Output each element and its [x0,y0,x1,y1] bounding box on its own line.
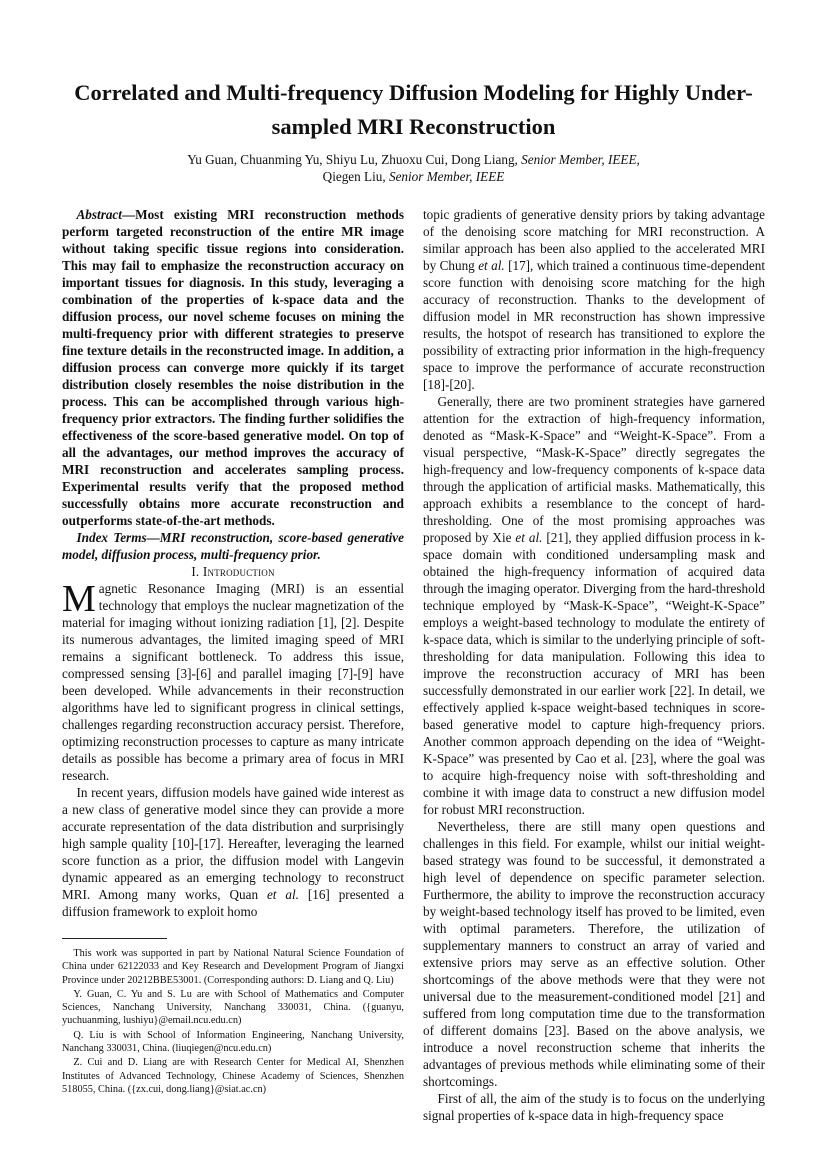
footnotes [62,938,404,1097]
footnote: Z. Cui and D. Liang are with Research Center for Medical AI, Shenzhen Institutes of Advanced Technology, Chinese Academy of Sciences, Shenzhen 518055, China. ({zx.cui, dong.liang}@siat.ac.cn) [62,1057,404,1095]
paragraph: First of all, the aim of the study is to focus on the underlying signal properties of k-space data in high-frequency space [423,1091,765,1123]
right-column [423,206,765,1124]
author-role: Senior Member, IEEE, [521,152,640,167]
author-name: Qiegen Liu, [322,169,389,184]
paragraph: Nevertheless, there are still many open questions and challenges in this field. For example, whilst our initial weight-based strategy was found to be successful, it demonstrated a high level of dependence on specific parameter selection. Furthermore, the ability to improve the reconstruction accuracy by weight-based technology itself has proved to be limited, even with optimal parameters. Therefore, the utilization of supplementary manners to construct an array of varied and extensive priors may serve as an effective solution. Other shortcomings of the above methods were that they were not universal due to the measurement-conditioned model [21] and suffered from long computation time due to the transformation of different domains [23]. Based on the above analysis, we introduce a novel reconstruction scheme that inherits the advantages of previous methods while eliminating some of their shortcomings. [423,819,765,1089]
paragraph-text: [21], they applied diffusion process in k-space domain with conditioned undersampling mask and obtained the high-frequency information of acquired data through the imaging operator. Diverging from the hard-threshold technique employed by “Mask-K-Space”, “Weight-K-Space” employs a weight-based technology to modulate the entirety of k-space data, which is similar to the underlying principle of soft-thresholding for data manipulation. Following this idea to improve the reconstruction accuracy of MRI has been successfully demonstrated in our earlier work [22]. In detail, we effectively applied k-space weight-based techniques in score-based generative model to capture high-frequency priors. Another common approach depending on the idea of “Weight-K-Space” was presented by Cao et al. [23], where the goal was to acquire high-frequency noise with soft-thresholding and combine it with image data to construct a new diffusion model for robust MRI reconstruction. [423,530,765,817]
abstract [62,206,404,529]
author-list [60,151,767,185]
left-column [62,206,404,920]
paper-title: Correlated and Multi-frequency Diffusion Modeling for Highly Under-sampled MRI Reconstruction [74,80,753,139]
footnote-rule [62,938,167,939]
index-terms [62,529,404,563]
paragraph-text: [16] presented a diffusion framework to exploit homo [62,887,404,919]
paragraph-text: Generally, there are two prominent strategies have garnered attention for the extraction of high-frequency information, denoted as “Mask-K-Space” and “Weight-K-Space”. From a visual perspective, “Mask-K-Space” directly segregates the high-frequency and low-frequency components of k-space data through the application of artificial masks. Mathematically, this approach exhibits a resemblance to the concept of hard-thresholding. One of the most promising approaches was proposed by Xie [423,394,765,545]
drop-cap: M [62,578,96,620]
paragraph-text: topic gradients of generative density priors by taking advantage of the denoising score matching for MRI reconstruction. A similar approach has been also applied to the accelerated MRI by Chung [423,207,765,273]
author-names: Yu Guan, Chuanming Yu, Shiyu Lu, Zhuoxu Cui, Dong Liang, [187,152,522,167]
footnote: Y. Guan, C. Yu and S. Lu are with School of Mathematics and Computer Sciences, Nanchang University, Nanchang 330031, China. ({guanyu, yuchuanming, lushiyu}@email.ncu.edu.cn) [62,988,404,1027]
paragraph [62,784,404,920]
abstract-label: Abstract [76,207,122,222]
index-terms-label: Index Terms [76,530,147,545]
paragraph-continued [423,206,765,393]
paragraph-text: [17], which trained a continuous time-dependent score function with denoising score matching for the high accuracy of reconstruction. Thanks to the development of diffusion model in MR reconstruction has shown impressive results, the hotspot of research has transitioned to explore the possibility of extracting prior information in the high-frequency space to improve the performance of accurate reconstruction [18]-[20]. [423,258,765,392]
paragraph-text: In recent years, diffusion models have gained wide interest as a new class of generative model since they can provide a more accurate representation of the data distribution and surprisingly high sample quality [10]-[17]. Hereafter, leveraging the learned score function as a prior, the diffusion model with Langevin dynamic appeared as an emerging technology to reconstruct MRI. Among many works, Quan [62,785,404,902]
italic-text: et al. [515,530,543,545]
abstract-text: —Most existing MRI reconstruction methods perform targeted reconstruction of the entire MR image without taking specific tissue regions into consideration. This may fail to emphasize the reconstruction accuracy on important tissues for diagnosis. In this study, leveraging a combination of the properties of k-space data and the diffusion process, our novel scheme focuses on mining the multi-frequency prior with different strategies to preserve fine texture details in the reconstructed image. In addition, a diffusion process can converge more quickly if its target distribution closely resembles the noise distribution in the process. This can be accomplished through various high-frequency prior extractors. The finding further solidifies the effectiveness of the score-based generative model. On top of all the advantages, our method improves the accuracy of MRI reconstruction and accelerates sampling process. Experimental results verify that the proposed method successfully obtains more accurate reconstruction and outperforms state-of-the-art methods. [62,207,404,528]
italic-text: et al. [266,887,299,902]
intro-paragraph-text: agnetic Resonance Imaging (MRI) is an essential technology that employs the nuclear magnetization of the material for imaging without ionizing radiation [1], [2]. Despite its numerous advantages, the limited imaging speed of MRI remains a significant bottleneck. To address this issue, compressed sensing [3]-[6] and parallel imaging [7]-[9] have been developed. While advancements in their reconstruction algorithms have led to significant progress in clinical settings, challenges regarding reconstruction accuracy persist. Therefore, optimizing reconstruction processes to capture as many intricate details as possible has become a primary area of focus in MRI research. [62,581,404,783]
paragraph [423,393,765,818]
author-role: Senior Member, IEEE [388,169,505,184]
footnote: Q. Liu is with School of Information Engineering, Nanchang University, Nanchang 330031, China. (liuqiegen@ncu.edu.cn) [62,1029,404,1055]
section-heading: I. Introduction [191,564,275,579]
index-terms-text: —MRI reconstruction, score-based generative model, diffusion process, multi-frequency prior. [62,530,404,562]
intro-paragraph [62,580,404,784]
footnote: This work was supported in part by National Natural Science Foundation of China under 62122033 and Key Research and Development Program of Jiangxi Province under 20212BBE53001. (Corresponding authors: D. Liang and Q. Liu) [62,948,404,986]
italic-text: et al. [478,258,505,273]
